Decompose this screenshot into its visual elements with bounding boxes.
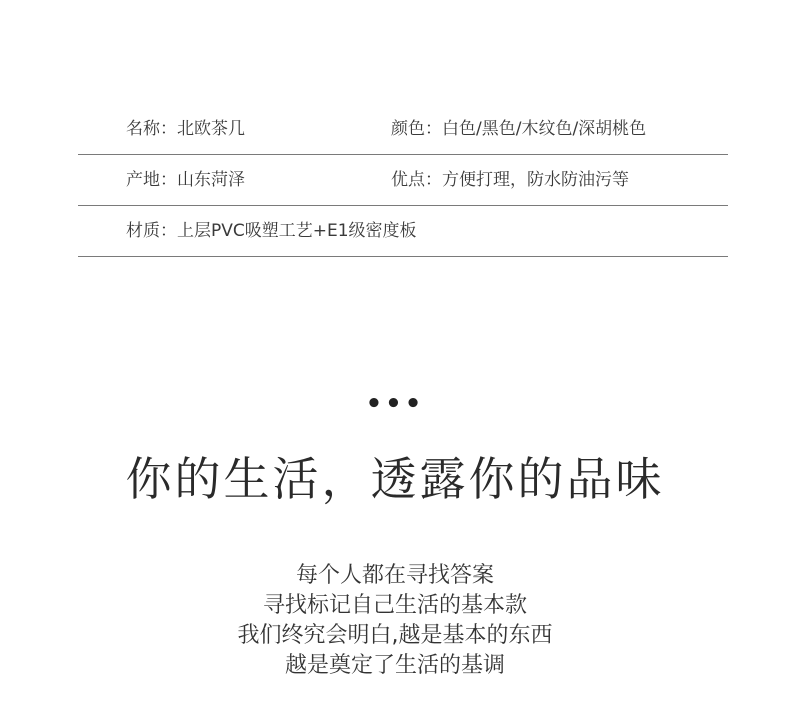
spec-material: 材质：上层PVC吸塑工艺+E1级密度板 — [126, 221, 417, 241]
headline: 你的生活，透露你的品味 — [125, 452, 665, 506]
poem-line: 我们终究会明白,越是基本的东西 — [237, 623, 553, 648]
spec-table — [78, 104, 728, 257]
spec-row-material — [78, 206, 728, 257]
spec-row-origin — [78, 155, 728, 206]
spec-name: 名称：北欧茶几 — [126, 119, 245, 139]
poem-line: 每个人都在寻找答案 — [295, 563, 494, 588]
spec-color: 颜色：白色/黑色/木纹色/深胡桃色 — [391, 119, 647, 139]
poem-line: 寻找标记自己生活的基本款 — [262, 593, 527, 618]
spec-row-name — [78, 104, 728, 155]
poem-line: 越是奠定了生活的基调 — [284, 653, 505, 678]
spec-origin: 产地：山东菏泽 — [126, 170, 245, 190]
spec-advantages: 优点：方便打理，防水防油污等 — [391, 170, 629, 190]
poem — [0, 561, 790, 681]
separator-dots: ••• — [365, 389, 425, 419]
